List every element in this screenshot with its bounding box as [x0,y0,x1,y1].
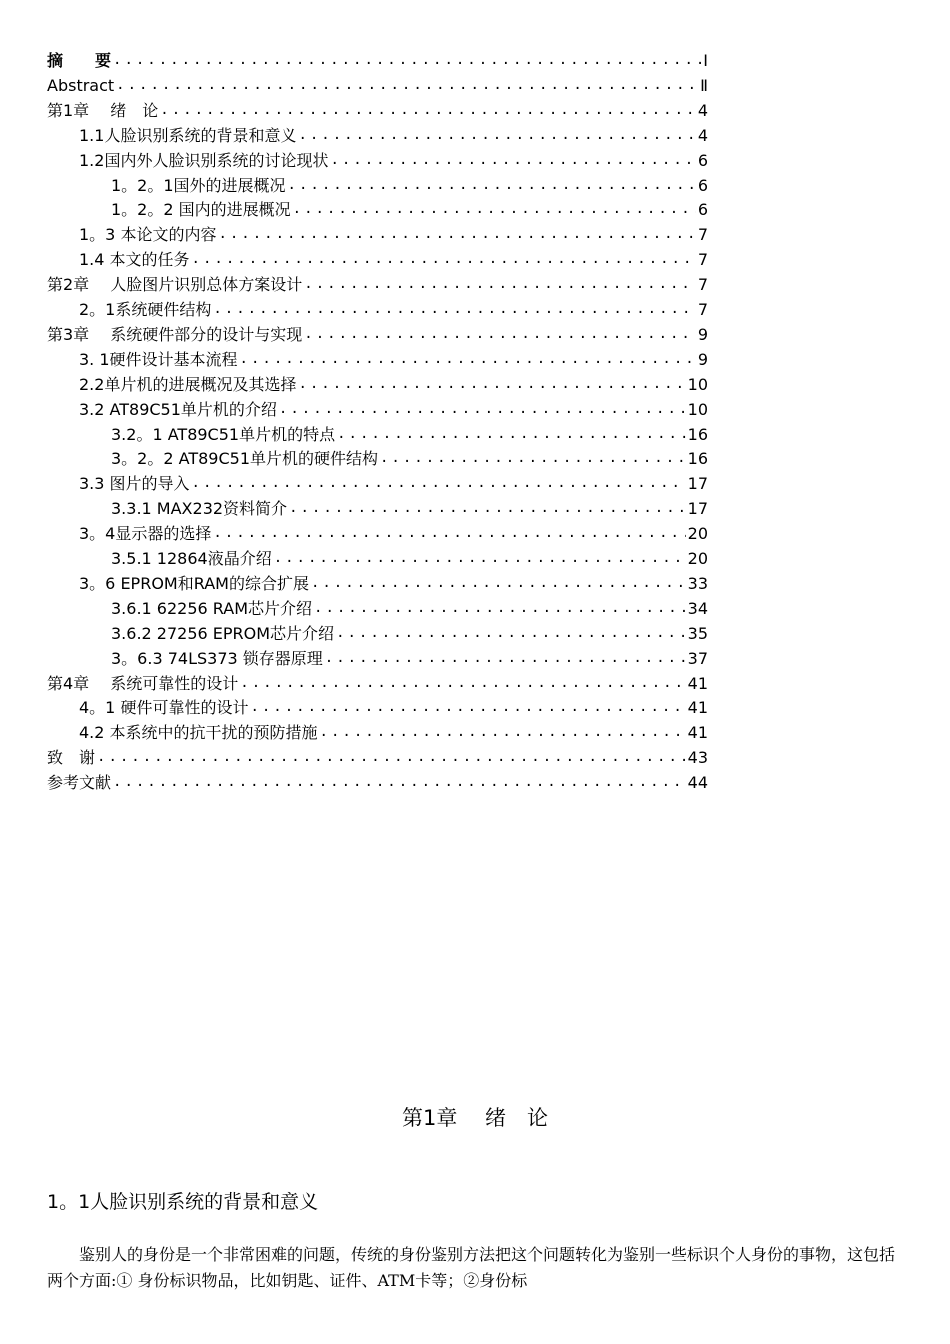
toc-leader-dots [113,48,701,73]
toc-leader-dots [116,73,698,98]
toc-entry-title: 3. 1硬件设计基本流程 [79,349,238,369]
toc-leader-dots [337,422,686,447]
paragraph-text: 鉴别人的身份是一个非常困难的问题，传统的身份鉴别方法把这个问题转化为鉴别一些标识个人身份的事物，这包括两个方面:① 身份标识物品，比如钥匙、证件、ATM卡等；②身份标 [47,1245,896,1290]
toc-entry[interactable] [111,197,708,222]
toc-entry-title: 3.5.1 12864液晶介绍 [111,549,272,568]
toc-entry[interactable] [47,98,708,123]
toc-entry-page: Ⅰ [703,51,708,70]
toc-leader-dots [311,571,686,596]
toc-leader-dots [279,397,686,422]
toc-leader-dots [192,471,686,496]
toc-leader-dots [240,347,696,372]
toc-leader-dots [314,596,686,621]
toc-leader-dots [380,446,686,471]
toc-entry-title: 3。2。2 AT89C51单片机的硬件结构 [111,449,378,469]
toc-entry-page: 34 [687,598,708,618]
toc-entry[interactable] [111,173,708,198]
toc-entry[interactable] [79,347,708,372]
toc-entry[interactable] [47,745,708,770]
toc-entry-title: 3。4显示器的选择 [79,524,212,544]
toc-leader-dots [325,646,686,671]
chapter-heading: 第1章 绪 论 [401,1106,549,1130]
toc-entry[interactable] [79,148,708,173]
toc-entry[interactable] [79,695,708,720]
toc-leader-dots [293,197,696,222]
toc-entry-title: 致 谢 [47,748,96,768]
toc-entry-page: 7 [697,225,708,245]
toc-entry-page: 20 [687,524,708,544]
toc-entry-page: 4 [697,100,708,120]
toc-entry-page: 17 [687,499,708,519]
toc-entry-page: 43 [687,748,708,768]
toc-leader-dots [330,148,695,173]
toc-entry[interactable] [47,671,708,696]
body-paragraph [47,1242,907,1294]
toc-entry-page: 6 [697,200,708,220]
toc-entry[interactable] [47,322,708,347]
toc-entry-page: 4 [697,125,708,145]
toc-entry-title: 第4章 系统可靠性的设计 [47,673,239,693]
toc-entry-title: 参考文献 [47,773,112,793]
toc-entry-title: 第1章 绪 论 [47,100,159,120]
toc-entry[interactable] [111,422,708,447]
toc-entry-title: 2.2单片机的进展概况及其选择 [79,374,297,394]
toc-entry-title: 1.4 本文的任务 [79,250,190,270]
toc-entry[interactable] [79,571,708,596]
toc-entry-page: 6 [697,150,708,170]
section-heading: 1。1人脸识别系统的背景和意义 [47,1191,319,1213]
toc-leader-dots [218,222,695,247]
toc-leader-dots [250,695,685,720]
toc-entry-title: Abstract [47,75,115,95]
toc-leader-dots [320,720,686,745]
toc-leader-dots [113,770,686,795]
toc-entry-title: 3。6.3 74LS373 锁存器原理 [111,648,323,668]
toc-entry[interactable] [79,247,708,272]
toc-entry[interactable] [79,521,708,546]
toc-entry-page: 10 [687,374,708,394]
toc-entry[interactable] [79,720,708,745]
toc-entry[interactable] [79,372,708,397]
toc-entry[interactable] [111,646,708,671]
toc-entry-page: 41 [687,698,708,718]
toc-entry[interactable] [79,397,708,422]
toc-entry[interactable] [79,123,708,148]
toc-entry[interactable] [47,48,708,73]
toc-entry[interactable] [111,546,708,571]
toc-entry-title: 4。1 硬件可靠性的设计 [79,698,249,718]
toc-entry[interactable] [47,770,708,795]
toc-entry-title: 1。2。2 国内的进展概况 [111,200,291,220]
toc-entry-title: 第3章 系统硬件部分的设计与实现 [47,324,303,344]
toc-entry[interactable] [79,471,708,496]
toc-leader-dots [192,247,696,272]
toc-entry-title: 1。2。1国外的进展概况 [111,175,286,195]
toc-leader-dots [213,521,685,546]
toc-leader-dots [289,496,686,521]
toc-entry-title: 2。1系统硬件结构 [79,300,212,319]
toc-entry-title: 1。3 本论文的内容 [79,225,217,245]
toc-leader-dots [97,745,686,770]
toc-entry-title: 第2章 人脸图片识别总体方案设计 [47,275,303,295]
toc-entry-page: 6 [697,175,708,195]
toc-leader-dots [240,671,685,696]
toc-entry-title: 3.6.2 27256 EPROM芯片介绍 [111,623,335,643]
toc-entry-title: 3.2 AT89C51单片机的介绍 [79,399,277,419]
toc-entry[interactable] [111,596,708,621]
toc-entry-page: 17 [687,474,708,494]
toc-entry-page: 33 [687,573,708,593]
toc-leader-dots [274,546,686,571]
toc-entry-page: 7 [697,275,708,295]
toc-entry-page: 9 [697,349,708,369]
toc-entry-page: 7 [697,250,708,270]
toc-entry-title: 3.6.1 62256 RAM芯片介绍 [111,598,313,618]
toc-entry-page: Ⅱ [700,75,708,95]
toc-leader-dots [298,123,695,148]
toc-leader-dots [336,621,686,646]
toc-entry-page: 41 [687,673,708,693]
toc-leader-dots [213,297,695,322]
toc-entry-page: 41 [687,723,708,743]
toc-entry[interactable] [111,496,708,521]
toc-entry-title: 3.2。1 AT89C51单片机的特点 [111,424,336,444]
toc-entry-title: 3.3.1 MAX232资料简介 [111,499,288,519]
toc-entry-page: 20 [687,549,708,568]
toc-entry-title: 摘 要 [47,51,112,70]
toc-leader-dots [288,173,696,198]
toc-leader-dots [160,98,696,123]
toc-entry[interactable] [111,446,708,471]
toc-entry-page: 35 [687,623,708,643]
toc-leader-dots [304,272,696,297]
toc-leader-dots [304,322,696,347]
toc-entry-title: 3。6 EPROM和RAM的综合扩展 [79,573,309,593]
toc-entry[interactable] [47,73,708,98]
toc-entry-page: 37 [687,648,708,668]
toc-entry-title: 1.1人脸识别系统的背景和意义 [79,125,297,145]
toc-entry[interactable] [79,297,708,322]
toc-entry[interactable] [111,621,708,646]
toc-entry-title: 1.2国内外人脸识别系统的讨论现状 [79,150,329,170]
toc-entry-page: 9 [697,324,708,344]
toc-entry[interactable] [79,222,708,247]
toc-entry[interactable] [47,272,708,297]
toc-entry-page: 44 [687,773,708,793]
toc-entry-page: 7 [697,300,708,319]
toc-entry-page: 16 [687,449,708,469]
toc-entry-page: 16 [687,424,708,444]
toc-entry-title: 3.3 图片的导入 [79,474,190,494]
toc-leader-dots [298,372,685,397]
toc-entry-title: 4.2 本系统中的抗干扰的预防措施 [79,723,318,743]
toc-entry-page: 10 [687,399,708,419]
